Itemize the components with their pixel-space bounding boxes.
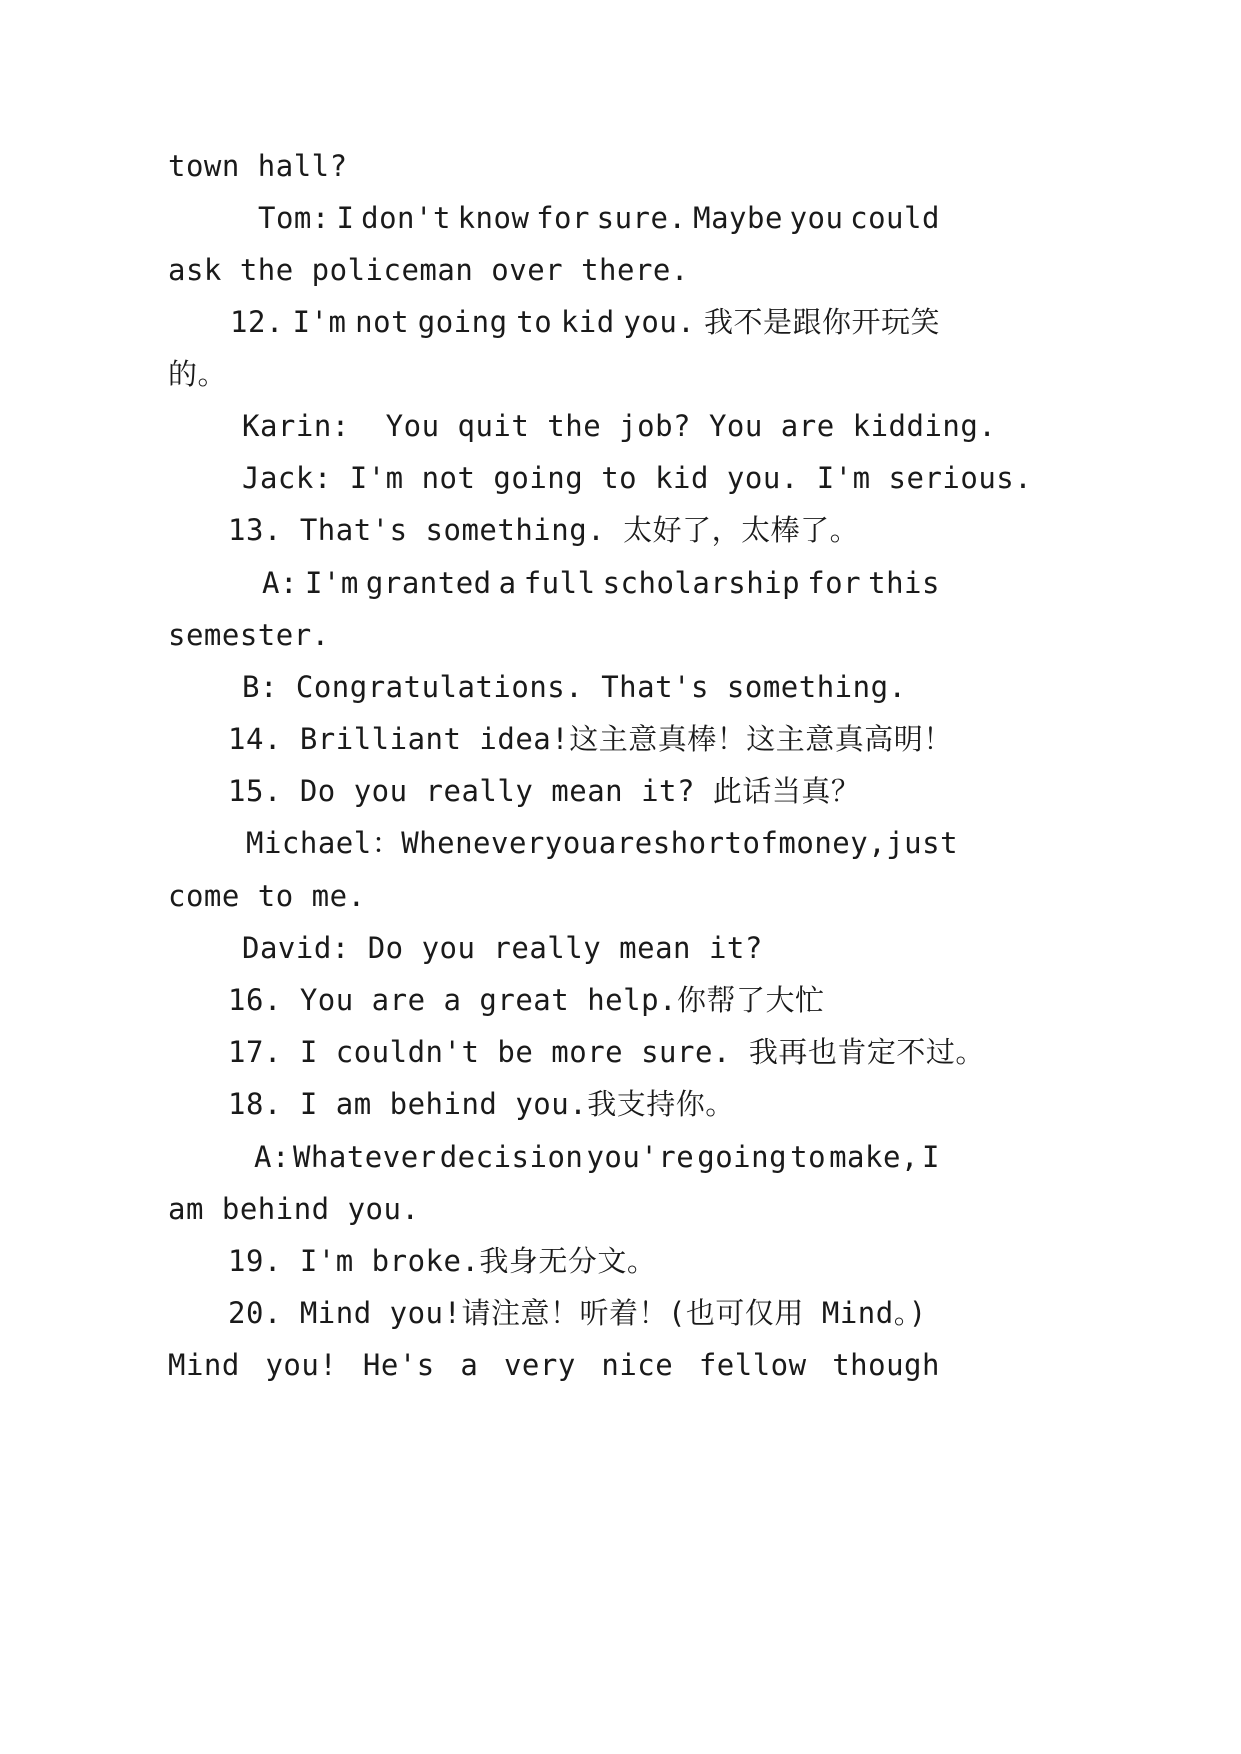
word: though [832, 1348, 940, 1382]
word: a [498, 566, 517, 600]
word: a [460, 1348, 479, 1382]
word: sure. [596, 201, 687, 235]
text-line-justified [246, 823, 959, 863]
text-line: come to me. [168, 879, 366, 913]
word: of [742, 826, 779, 860]
text-line: 13. That's something. 太好了，太棒了。 [228, 513, 860, 547]
word: make, [829, 1140, 919, 1174]
word: for [807, 566, 862, 600]
text-line: Karin: You quit the job? You are kidding. [242, 409, 997, 443]
word: kid [560, 305, 615, 339]
word: going [417, 305, 508, 339]
word: you [544, 826, 599, 860]
word: just [886, 826, 959, 860]
word: A: [262, 566, 298, 600]
word: you! [265, 1348, 338, 1382]
text-line: 的。 [168, 357, 228, 391]
word: Tom: [258, 201, 330, 235]
word: you. [623, 305, 696, 339]
text-line-justified [262, 563, 940, 603]
word: A: [254, 1140, 290, 1174]
word: 12. [230, 305, 284, 339]
word: Whatever [292, 1140, 437, 1174]
word: He's [362, 1348, 435, 1382]
text-line-justified [254, 1137, 940, 1177]
word: fellow [698, 1348, 807, 1382]
text-line: 19. I'm broke.我身无分文。 [228, 1244, 657, 1278]
word: I'm [304, 566, 359, 600]
word: you're [586, 1140, 695, 1174]
word: this [868, 566, 940, 600]
word: granted [365, 566, 492, 600]
text-line-justified [168, 1345, 940, 1385]
word: decision [439, 1140, 584, 1174]
word: scholarship [602, 566, 801, 600]
text-line: 16. You are a great help.你帮了大忙 [228, 983, 825, 1017]
word: nice [601, 1348, 674, 1382]
word: Michael：Whenever [246, 826, 545, 860]
word: I [336, 201, 355, 235]
text-line: David: Do you really mean it? [242, 931, 763, 965]
word: short [652, 826, 743, 860]
word: very [503, 1348, 576, 1382]
text-line: am behind you. [168, 1192, 420, 1226]
word: to [790, 1140, 827, 1174]
text-line-justified [258, 198, 940, 238]
word: going [697, 1140, 788, 1174]
text-line: town hall? [168, 149, 348, 183]
word: know [457, 201, 530, 235]
word: I'm [292, 305, 347, 339]
word: to [516, 305, 553, 339]
word: could [850, 201, 940, 235]
text-line: Jack: I'm not going to kid you. I'm serious. [242, 461, 1033, 495]
text-line: 15. Do you really mean it? 此话当真？ [228, 774, 861, 808]
text-line-justified [230, 302, 940, 342]
word: I [921, 1140, 940, 1174]
word: Mind [168, 1348, 240, 1382]
word: don't [361, 201, 451, 235]
word: money, [778, 826, 887, 860]
word: 我不是跟你开玩笑 [703, 305, 940, 339]
text-line: ask the policeman over there. [168, 253, 689, 287]
text-line: 20. Mind you!请注意！听着！(也可仅用 Mind。) [228, 1296, 927, 1330]
word: are [598, 826, 653, 860]
text-line: semester. [168, 618, 330, 652]
word: you [789, 201, 844, 235]
text-line: 14. Brilliant idea!这主意真棒！这主意真高明！ [228, 722, 953, 756]
text-line: 18. I am behind you.我支持你。 [228, 1087, 735, 1121]
word: for [536, 201, 590, 235]
word: full [523, 566, 596, 600]
text-line: B: Congratulations. That's something. [242, 670, 907, 704]
word: Maybe [693, 201, 783, 235]
text-line: 17. I couldn't be more sure. 我再也肯定不过。 [228, 1035, 985, 1069]
word: not [355, 305, 410, 339]
